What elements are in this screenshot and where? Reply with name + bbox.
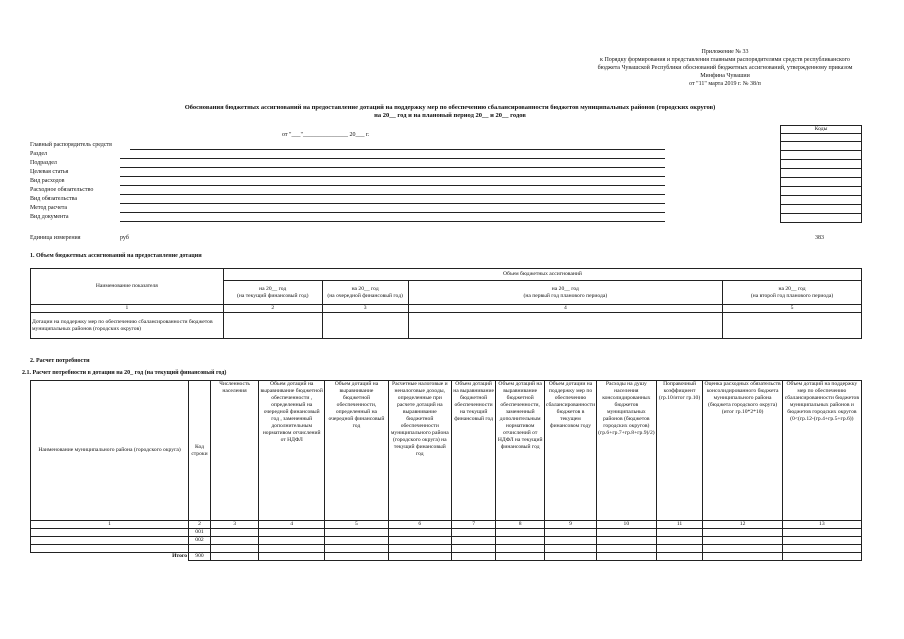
row-code: 002 xyxy=(189,537,211,545)
s2-col-3: Численность населения xyxy=(210,381,258,521)
document-title xyxy=(60,104,840,120)
section2-table xyxy=(30,380,862,561)
s2-num: 7 xyxy=(451,521,496,529)
title-line-2: на 20__ год и на плановый период 20__ и 20__ годов xyxy=(374,112,526,119)
s1-year3: на 20__ год (на первый год планового периода) xyxy=(408,281,723,305)
s1-num: 1 xyxy=(31,305,224,313)
appendix-header xyxy=(540,48,904,88)
s2-col-13: Объем дотаций на поддержку мер по обеспечению сбалансированности бюджетов муниципальных районов и бюджетов городских округов (0<(гр.12-(гр.4+гр.5+гр.6)) xyxy=(782,381,861,521)
appendix-line-4: Минфина Чувашии xyxy=(700,73,750,79)
s2-col-7: Объем дотаций на выравнивание бюджетной обеспеченности на текущий финансовый год xyxy=(451,381,496,521)
s1-num: 3 xyxy=(322,305,408,313)
s1-num: 2 xyxy=(223,305,322,313)
field-label: Вид обязательства xyxy=(30,196,78,202)
s2-col-12: Оценка расходных обязательств консолидированного бюджета муниципального района (бюджета городского округа) (итог гр.10*2*10) xyxy=(703,381,782,521)
section1-table xyxy=(30,268,862,339)
s2-col-11: Поправочный коэффициент (гр.10/итог гр.10) xyxy=(656,381,703,521)
total-row xyxy=(31,553,862,561)
total-code: 900 xyxy=(189,553,211,561)
appendix-number: Приложение № 33 xyxy=(701,49,749,55)
s2-col-name: Наименование муниципального района (городского округа) xyxy=(31,381,189,521)
s1-year1: на 20__ год (на текущий финансовый год) xyxy=(223,281,322,305)
table-row xyxy=(31,545,862,553)
field-label: Метод расчета xyxy=(30,205,68,211)
codes-label: Коды xyxy=(781,126,862,134)
unit-code: 383 xyxy=(815,235,824,241)
unit-label: Единица измерения xyxy=(30,235,81,241)
date-line: от "___"_______________ 20___ г. xyxy=(282,132,370,138)
s2-num: 10 xyxy=(597,521,657,529)
s2-col-4: Объем дотаций на выравнивание бюджетной обеспеченности , определенный на очередной финансовый год , замененный дополнительным нормативом отчислений от НДФЛ xyxy=(259,381,325,521)
s2-num: 6 xyxy=(388,521,451,529)
s2-num: 1 xyxy=(31,521,189,529)
s1-year4: на 20__ год (на второй год планового периода) xyxy=(723,281,862,305)
section2-subheading: 2.1. Расчет потребности в дотации на 20_ год (на текущий финансовый год) xyxy=(22,370,227,376)
section2-heading: 2. Расчет потребности xyxy=(30,358,90,364)
s1-num: 4 xyxy=(408,305,723,313)
total-label: Итого xyxy=(31,553,189,561)
row-code xyxy=(189,545,211,553)
field-label: Расходное обязательство xyxy=(30,187,94,193)
row-code: 001 xyxy=(189,529,211,537)
s2-num: 4 xyxy=(259,521,325,529)
appendix-line-2: к Порядку формирования и представления главными распорядителями средств республиканского xyxy=(600,57,850,63)
field-label: Раздел xyxy=(30,151,47,157)
s2-num: 3 xyxy=(210,521,258,529)
s1-num: 5 xyxy=(723,305,862,313)
s2-col-6: Расчетные налоговые и неналоговые доходы, определенные при расчете дотаций на выравнивание бюджетной обеспеченности муниципального района (городского округа) на текущий финансовый год xyxy=(388,381,451,521)
appendix-date: от "11" марта 2019 г. № 38/п xyxy=(689,81,761,87)
field-label: Целевая статья xyxy=(30,169,69,175)
s2-col-code: Код строки xyxy=(189,381,211,521)
field-label: Главный распорядитель средств xyxy=(30,142,112,148)
section1-heading: 1. Объем бюджетных ассигнований на предоставление дотации xyxy=(30,253,202,259)
s2-num: 9 xyxy=(544,521,596,529)
s2-num: 5 xyxy=(325,521,389,529)
field-label: Вид расходов xyxy=(30,178,65,184)
table-row xyxy=(31,537,862,545)
field-label: Вид документа xyxy=(30,214,69,220)
s1-row-label: Дотации на поддержку мер по обеспечению сбалансированности бюджетов муниципальных районов (городских округов) xyxy=(31,313,224,339)
s2-num: 13 xyxy=(782,521,861,529)
s2-col-9: Объем дотации на поддержку мер по обеспечению сбалансированности бюджетов в текущем финансовом году xyxy=(544,381,596,521)
unit-value: руб xyxy=(120,235,129,241)
s2-col-5: Объем дотаций на выравнивание бюджетной обеспеченности, определенный на очередной финансовый год xyxy=(325,381,389,521)
s2-num: 2 xyxy=(189,521,211,529)
title-line-1: Обоснования бюджетных ассигнований на предоставление дотаций на поддержку мер по обеспечению сбалансированности бюджетов муниципальных районов (городских округов) xyxy=(184,104,716,111)
s1-col-name: Наименование показателя xyxy=(31,269,224,305)
s2-col-8: Объем дотаций на выравнивание бюджетной обеспеченности, замененный дополнительным нормативом отчислений от НДФЛ на текущий финансовый год xyxy=(496,381,545,521)
appendix-line-3: бюджета Чувашской Республики обоснований бюджетных ассигнований, утвержденному приказом xyxy=(597,65,853,71)
s1-year2: на 20__ год (на очередной финансовый год) xyxy=(322,281,408,305)
codes-box xyxy=(780,125,862,223)
s1-col-group: Объем бюджетных ассигнований xyxy=(223,269,861,281)
table-row xyxy=(31,529,862,537)
s2-num: 11 xyxy=(656,521,703,529)
s2-num: 12 xyxy=(703,521,782,529)
s2-num: 8 xyxy=(496,521,545,529)
s2-col-10: Расходы на душу населения консолидированных бюджетов муниципальных районов (бюджетов городских округов) (гр.6+гр.7+гр.8+гр.9)/2) xyxy=(597,381,657,521)
field-label: Подраздел xyxy=(30,160,57,166)
